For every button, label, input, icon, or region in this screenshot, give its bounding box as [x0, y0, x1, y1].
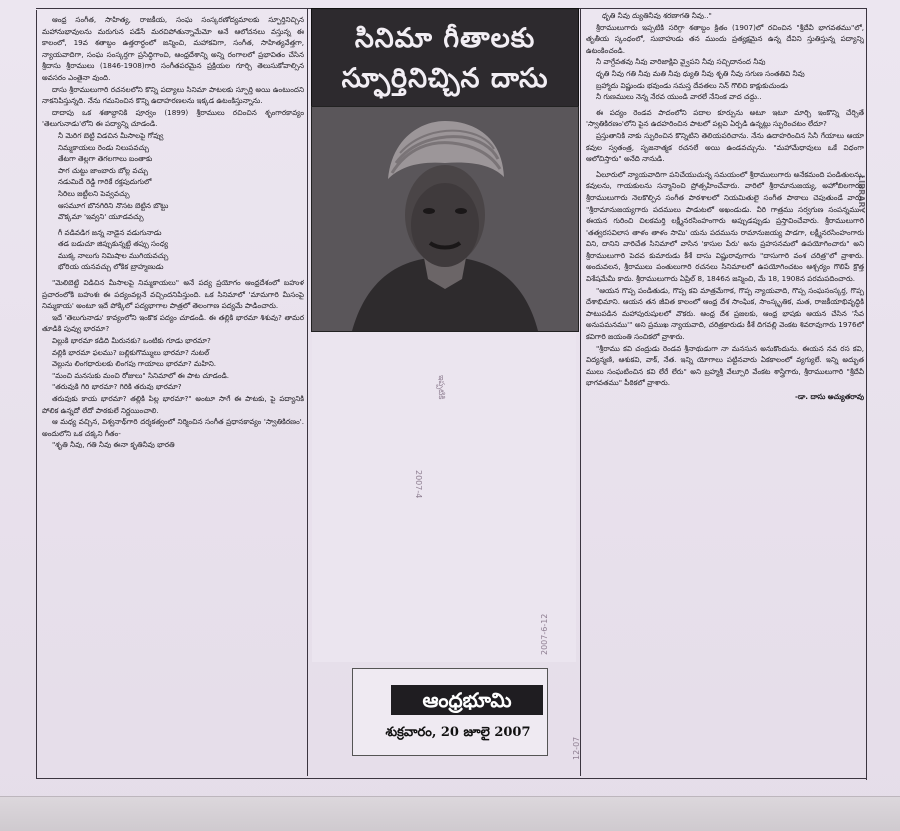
article-paragraph: నీ వాగ్దేవతవు నీవు వారిజాక్షివి వ్వైపని నీవు సచ్చిదానంద నీవు — [596, 57, 766, 67]
article-paragraph: నిమ్మకాయలు రెండు నిలుపవచ్చు — [58, 142, 150, 152]
right-column-rule — [866, 8, 867, 780]
left-column-rule — [36, 10, 37, 778]
article-paragraph: "తరువుకి గిరి భారమా? గిరికి తరువు భారమా? — [52, 382, 182, 392]
author-signature: -డా. దాసు అచ్యుతరావు — [794, 392, 864, 401]
article-paragraph: ఈ పద్యం రెండవ పాదంలోని పదాల కూర్పును అటూ ఇటూ మార్చి ఇంకొన్ని చేర్చితే 'స్వాతికిరణం'లోని పైన ఉదహరించిన పాటలో పల్లవి ఏర్పడి ఉన్నట్లు స్ఫురించటం లేదూ? — [586, 107, 864, 129]
article-paragraph: వొక్కమా 'ఇవ్వని' యూడవచ్చు — [58, 212, 144, 222]
newspaper-logo-text: ఆంధ్రభూమి — [422, 688, 512, 712]
publication-date: శుక్రవారం, 20 జూలై 2007 — [385, 725, 531, 740]
article-paragraph: దాసు శ్రీరాములుగారి రచనలలోని కొన్ని పద్యాలు సినిమా పాటలకు స్ఫూర్తి అయి ఉంటుందని నాకనిపిస్తున్నది. నేను గమనించిన కొన్ని ఉదాహరణలను ఇక్కడ ఉటంకిస్తున్నాను. — [42, 84, 304, 106]
article-right-column — [586, 10, 864, 772]
newspaper-logo — [391, 685, 543, 715]
margin-note-5: 12-07 — [572, 736, 581, 760]
margin-note-1: ఇప్పటికి — [437, 375, 446, 400]
article-paragraph: "శ్రీరాము కవి చంద్రుడు రెండవ శ్రీనాథుడుగా నా మనసున అనుకొందును. ఈయన నవ రస కవి, విద్యన్మణి, ఆశుకవి, వాక్, నేత. ఇన్ని యోగాలు పట్టినవారు ఏకకాలంలో వ్యగ్యులే. ఇన్ని అద్భుత ములు సంఘటించిన కవి లేరే లేరు" అని బ్రహ్మశ్రీ వేల్పూరి వేంకట శాస్త్రిగారు, శ్రీరాములుగారి "శ్రీదేవీ భాగవతము" పీఠికలో వ్రాశారు. — [586, 343, 864, 388]
article-paragraph: ధృతి నీవు గతి నీవు మతి నీవు ధ్యుతి నీవు శృతి నీవు సగుణ సంతతివి నీవు — [596, 68, 805, 78]
margin-note-4: LIBRARY — [857, 175, 866, 214]
newspaper-masthead — [352, 668, 548, 756]
article-paragraph: విల్లుకి భారమా కడిది మీరునకు? ఒంటికు గూడు భారమా? — [52, 336, 211, 346]
portrait-illustration — [312, 107, 578, 331]
article-paragraph: ఆసమూగ బొనగిరిని నొసట బెట్టిన బొట్టు — [58, 200, 169, 210]
article-paragraph: తడ బడుచూ జిప్పుకున్నట్టి తప్పు సంధ్య — [58, 239, 169, 249]
left-center-rule — [307, 8, 308, 776]
bottom-rule — [36, 778, 866, 779]
right-center-rule — [580, 8, 581, 776]
headline-line-1: సినిమా గీతాలకు — [354, 23, 536, 54]
article-paragraph: నీ గుణములు నెన్న నేరవ యుండి వారలే నేనింక వాద చద్దు.. — [596, 92, 762, 102]
article-paragraph: ధృతి నీవు ద్యుతినీవు శరణాగతి నీవు.." — [602, 11, 712, 20]
article-paragraph: నీ మెరిగ బెట్టి విడచిన మీసాలపై గోవ్వు — [58, 130, 164, 140]
article-paragraph: బ్రహ్మాదు విష్ణుండు భవుండు సమస్త దేవతలు నిన్ గొలిచి కాక్షుకుచుండు — [596, 80, 788, 90]
article-paragraph: వల్లికి భారమా ఫలము? బల్లికుగొమ్ములు భారమా? నుటల్ — [52, 347, 210, 357]
article-paragraph: "మంచి మనసుకు మంచి రోజులు" సినిమాలో ఈ పాట చూడండి. — [52, 370, 230, 380]
margin-note-2: 2007-4 — [414, 470, 423, 499]
article-paragraph: "ఆయన గొప్ప పండితుడు, గొప్ప కవి మాత్రమేగాక, గొప్ప న్యాయవాది, గొప్ప సంఘసంస్కర్త, గొప్ప దేశాభిమాని. ఆయన తన జీవిత కాలంలో ఆంధ్ర దేశ సాంఘిక, సాంస్కృతిక, మత, రాజకీయాభివృద్ధికి పాటుపడిన మహాపురుషులలో వొకరు. ఆంధ్ర దేశ ప్రజలకు, ఆంధ్ర భాషకు ఆయన చేసిన 'సేవ అనుపమనము'" అని ప్రముఖ న్యాయవాది, చరిత్రకారుడు కీశే దిగవల్లి వెంకట శివరావుగారు 1976లో కవిగారి జయంతి సంచికలో వ్రాశారు. — [586, 285, 864, 342]
article-paragraph: ప్రస్తుతానికి నాకు స్ఫురించిన కొన్నిటిని తెలియపరిచాను. నేను ఉదాహరించిన సినీ గేయాలు ఆయా కవుల స్వతంత్ర, సృజనాత్మక రచనలే అయి ఉండవచ్చును. "మహామేధావులు ఒకే విధంగా ఆలోచిస్తారు" అనేది నానుడి. — [586, 130, 864, 164]
headline-line-2: స్ఫూర్తినిచ్చిన దాసు — [341, 63, 549, 94]
article-paragraph: శ్రీరాములుగారు ఇప్పటికి సరిగ్గా శతాబ్దం క్రితం (1907)లో రచించిన "శ్రీదేవీ భాగవతము"లో, తృతీయ స్కంధంలో, సుబాహుడు తన ముందు ప్రత్యక్షమైన ఉన్న దేవిని స్తుతిస్తున్న పద్యాన్ని ఉటంకించండి. — [586, 22, 864, 55]
article-paragraph: భోరియ యనవచ్చు లోకిక బ్రాహ్మణుడు — [58, 262, 164, 272]
article-paragraph: తరువుకు కాయ భారమా? తల్లికి పిల్ల భారమా?" అంటూ సాగే ఈ పాటకు, పై పద్యానికి పోలిక ఉన్నదో లేదో పాఠకులే నిర్ణయించాలి. — [42, 394, 304, 415]
portrait-photo — [311, 106, 579, 332]
article-paragraph: ఆ మధ్య వచ్చిన, విశ్వనాథ్‌గారి దర్శకత్వంలో నిర్మించిన సంగీత ప్రధానకావ్యం 'స్వాతికిరణం'. అందులోని ఒక చక్కని గీతం- — [42, 417, 304, 438]
margin-note-3: 2007-6-12 — [540, 613, 549, 655]
article-paragraph: "శృతి నీవు, గతి నీవు ఈనా కృతినీవు భారతి — [52, 440, 175, 450]
article-paragraph: పాగ చుట్టు జాంబారు బోల్ల వచ్చు — [58, 165, 149, 175]
article-paragraph: సిరిలు జట్టీలని పెవ్వవచ్చు — [58, 188, 130, 198]
scanner-edge — [0, 796, 900, 831]
article-paragraph: ముక్క నాలుగు నిమిషాల ముగియవచ్చు — [58, 250, 169, 260]
headline-banner — [311, 8, 579, 108]
article-left-column — [42, 14, 304, 776]
article-paragraph: దాదాపు ఒక శతాబ్దానికి పూర్వం (1899) శ్రీరాములు రచించిన శృంగారకావ్యం 'తెలుగునాడు'లోని ఈ పద్యాన్ని చూడండి. — [42, 107, 304, 129]
article-paragraph: ఏలూరులో న్యాయవాదిగా పనిచేయుచున్న సమయంలో శ్రీరాములుగారు అనేకమంది పండితులను, కవులను, గాయకులను సన్మానించి ప్రోత్సహించేవారు. వారిలో శ్రీరామానుజయ్య, అహోబిలగారు, శ్రీరాములుగారు నెలకొల్పిన సంగీత పాఠశాలలో నియమితులై సంగీత పాఠాలు చెపుతుండే వారు. "శ్రీరామానుజయ్యగారు పదములు పాడుటలో అఖండుడు. వీరి గాత్రము సర్వగుణ సంపన్నము.. ఈయన గురించి చిలకమర్తి లక్ష్మీనరసింహంగారు అప్పుడప్పుడు ప్రస్తావించేవారు. శ్రీరాములుగారి 'తత్వరసవిలాస తాళం తాళం సామి' యను పదమును రామానుజయ్య పాడగా, లక్ష్మీనరసింహంగారు విని, దానిని వారిచేత సినిమాలో వాసిన 'కాసుల పేరు' అను ప్రహసనమలో ఉపయోగించారు" అని శ్రీరాములుగారి పెదవ కుమారుడు కీశే దాసు విష్ణురావుగారు "దాసుగారి వంశ చరిత్ర"లో వ్రాశారు. అందువలన, శ్రీరాములు పంతులుగారి రచనలు సినిమాలలో ఉపయోగించటం ఆశ్చర్యం గొలిపే క్రొత్త విశేషమేమీ కాదు. శ్రీరాములుగారు ఏప్రిల్ 8, 1846న జన్మించి, మే 18, 1908న పరమపదించారు. — [586, 169, 864, 284]
article-paragraph: తేటగా తెల్లగా తెగలగాలు బంతాకు — [58, 154, 153, 164]
article-paragraph: నడుమిదే రెడ్డి గారికే రక్తపుదుగులో — [58, 177, 152, 187]
article-paragraph: ఇదే 'తెలుగునాడు' కావ్యంలోని ఇంకొక పద్యం చూడండి. ఈ తల్లికి భారమా శిశువు? తామర తూడికి పువ్వు భారమా? — [42, 312, 304, 334]
article-paragraph: ఆంధ్ర సంగీత, సాహిత్య, రాజకీయ, సంఘ సంస్కరణోద్యమాలకు స్ఫూర్తినిచ్చిన మహానుభావులను మరుగున పడేసే మరచిపోతున్నామేమో అనే ఆలోచనలు వస్తున్న ఈ కాలంలో, 19వ శతాబ్దం ఉత్తరార్థంలో జన్మించి, మహాకవిగా, సంగీత, సాహిత్యవేత్తగా, న్యాయవాదిగా, సంఘ సంస్కర్తగా ప్రసిద్ధిగాంచి, ఆంధ్రదేశాన్ని అన్ని రంగాలలో ప్రభావితం చేసిన శ్రీదాసు శ్రీరాములు (1846-1908)గారి సంగీతపరమైన ప్రక్రియల గూర్చి తెలుసుకోవాల్సిన అవసరం ఎంతైనా వుంది. — [42, 15, 304, 82]
article-paragraph: గీ వడివడిగ జన్న నాడైన వడుగునాడు — [58, 227, 162, 237]
article-paragraph: "మెలిబెట్టి విడిచిన మీసాలపై నిమ్మకాయలు" అనే పద్య ప్రయోగం ఆంధ్రదేశంలో బహుళ ప్రచారంలోకి బహుశః ఈ పద్యంవల్లనే వచ్చిందనిపిస్తుంది. ఒక సినిమాలో 'మామగారి మీసంపై నిమ్మకాయ' అంటూ ఇదే పోక్కిలో పద్యభాగాల పాత్రలో తెలంగాణ పద్యమే పాడించారు. — [42, 278, 304, 311]
article-paragraph: వెల్లును లింగధారులకు లింగపు గాయాలు భారమా? మహిని. — [52, 359, 217, 369]
